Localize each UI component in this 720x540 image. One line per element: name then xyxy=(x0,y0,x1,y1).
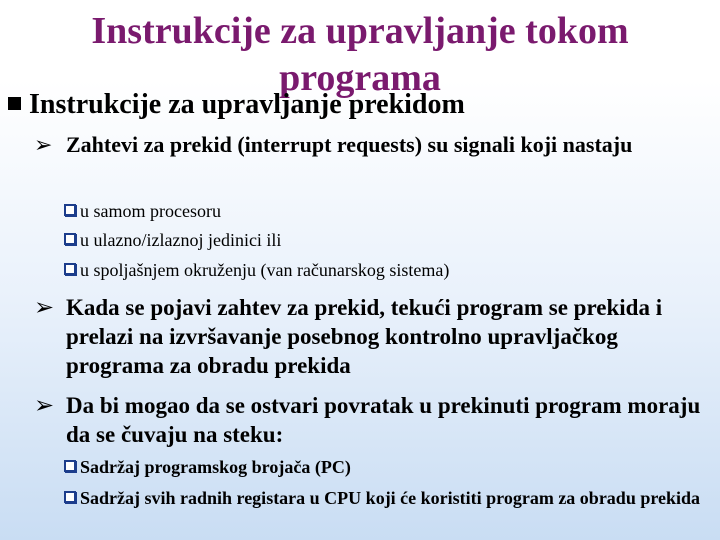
sub-item-text: u ulazno/izlaznoj jedinici ili xyxy=(80,230,282,250)
bullet-item-text: Kada se pojavi zahtev za prekid, tekući program se prekida i prelazi na izvršavanje posebnog kontrolno upravljačkog programa za obradu prekida xyxy=(66,295,663,378)
sub-item xyxy=(64,259,704,282)
sub-item-text: Sadržaj programskog brojača (PC) xyxy=(80,457,351,477)
bullet-item-3 xyxy=(34,391,706,449)
section-heading xyxy=(8,88,465,122)
arrow-bullet-icon: ➢ xyxy=(34,293,55,321)
sub-item-text: u spoljašnjem okruženju (van računarskog sistema) xyxy=(80,260,450,280)
checkbox-bullet-icon xyxy=(64,491,76,503)
checkbox-bullet-icon xyxy=(64,204,76,216)
sub-item-text: Sadržaj svih radnih registara u CPU koji će koristiti program za obradu prekida xyxy=(80,488,701,508)
sub-item xyxy=(64,456,704,479)
bullet-item-text: Da bi mogao da se ostvari povratak u prekinuti program moraju da se čuvaju na steku: xyxy=(66,393,701,447)
arrow-bullet-icon: ➢ xyxy=(34,391,55,419)
bullet-item-1 xyxy=(34,131,706,159)
slide-title: Instrukcije za upravljanje tokom programa xyxy=(91,10,629,99)
sub-item xyxy=(64,229,704,252)
section-heading-text: Instrukcije za upravljanje prekidom xyxy=(29,89,465,120)
bullet-item-text: Zahtevi za prekid (interrupt requests) su signali koji nastaju xyxy=(66,132,633,157)
arrow-bullet-icon: ➢ xyxy=(34,133,53,158)
checkbox-bullet-icon xyxy=(64,460,76,472)
bullet-item-2 xyxy=(34,293,706,380)
sub-item xyxy=(64,200,704,223)
checkbox-bullet-icon xyxy=(64,263,76,275)
checkbox-bullet-icon xyxy=(64,233,76,245)
square-bullet-icon xyxy=(8,97,21,110)
sub-item-text: u samom procesoru xyxy=(80,201,221,221)
sub-item xyxy=(64,487,704,510)
